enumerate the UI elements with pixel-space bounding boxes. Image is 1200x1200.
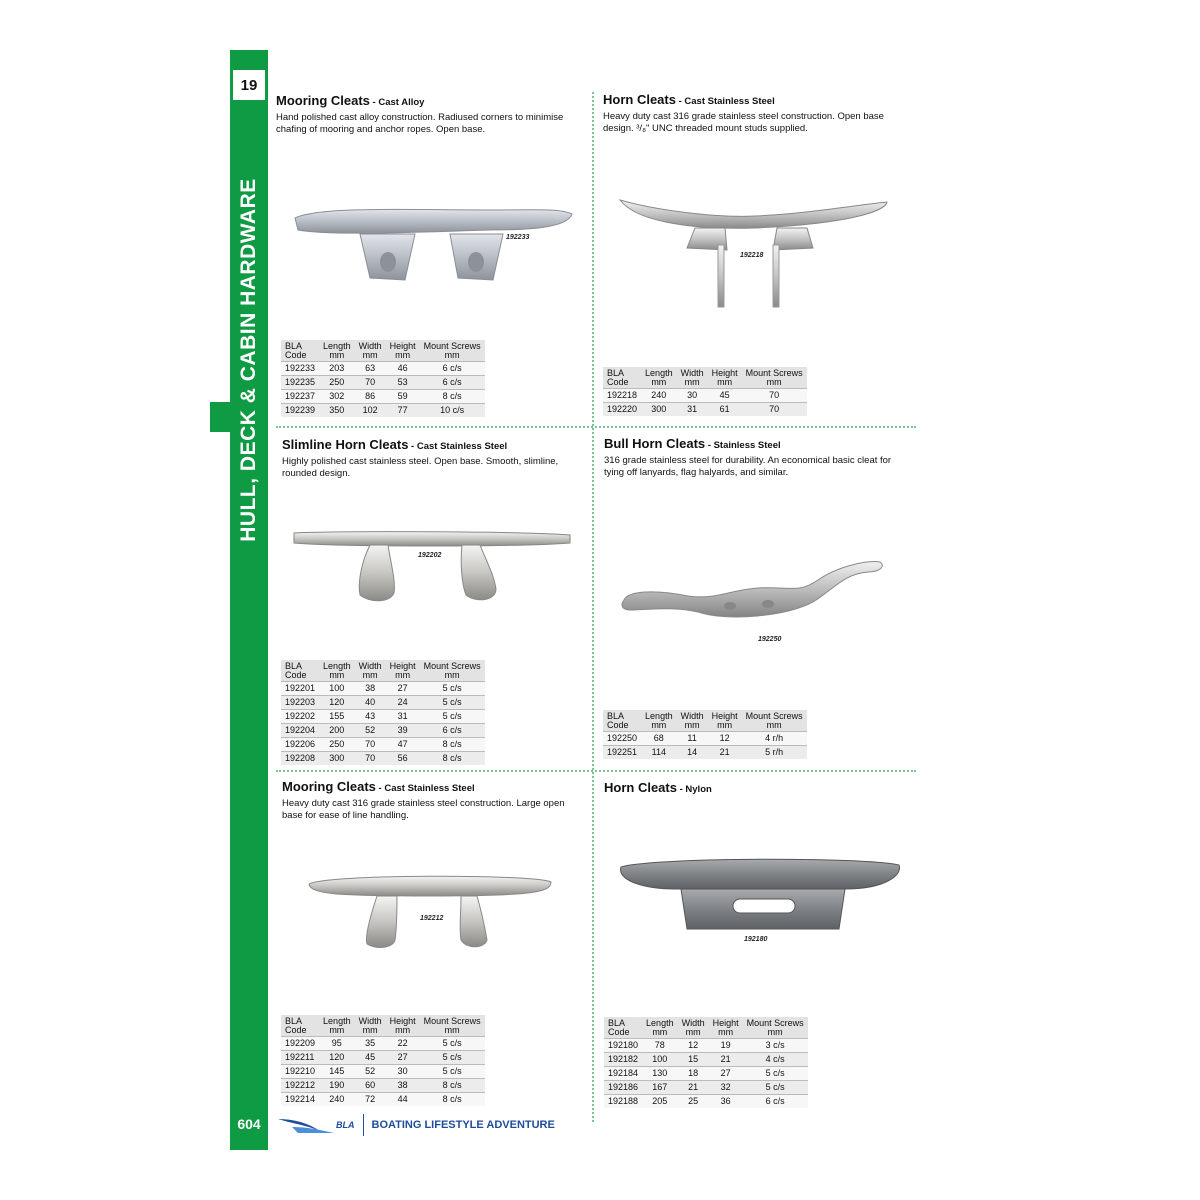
column-header-label: Mount Screws bbox=[423, 1016, 481, 1026]
product-code-cell: 192184 bbox=[604, 1067, 642, 1081]
sidebar-tab bbox=[210, 402, 234, 432]
column-header-unit: mm bbox=[718, 1027, 734, 1037]
product-code-cell: 192237 bbox=[281, 390, 319, 404]
column-header bbox=[709, 1017, 743, 1039]
column-header-label: BLA bbox=[607, 711, 625, 721]
spec-cell: 15 bbox=[678, 1053, 709, 1067]
spec-cell: 22 bbox=[386, 1037, 420, 1051]
spec-header-row bbox=[281, 660, 485, 682]
spec-cell: 300 bbox=[641, 403, 677, 417]
column-header bbox=[678, 1017, 709, 1039]
product-section-bull-horn-cleats bbox=[604, 436, 894, 479]
spec-cell: 120 bbox=[319, 696, 355, 710]
spec-cell: 38 bbox=[355, 682, 386, 696]
section-number-badge: 19 bbox=[233, 70, 265, 100]
column-header bbox=[355, 340, 386, 362]
spec-cell: 77 bbox=[386, 404, 420, 418]
footer-tagline: BOATING LIFESTYLE ADVENTURE bbox=[371, 1119, 555, 1131]
column-header-unit: mm bbox=[329, 670, 345, 680]
table-row bbox=[281, 738, 485, 752]
column-header bbox=[319, 340, 355, 362]
column-header bbox=[708, 367, 742, 389]
column-header bbox=[355, 660, 386, 682]
spec-cell: 3 c/s bbox=[743, 1039, 808, 1053]
cleat-image-alloy bbox=[290, 200, 580, 290]
spec-cell: 63 bbox=[355, 362, 386, 376]
column-header-unit: mm bbox=[684, 377, 700, 387]
table-row bbox=[603, 403, 807, 417]
spec-cell: 8 c/s bbox=[420, 1093, 485, 1107]
product-section-slimline-horn-cleats bbox=[282, 437, 572, 480]
product-code-cell: 192206 bbox=[281, 738, 319, 752]
product-code-cell: 192203 bbox=[281, 696, 319, 710]
column-header-unit: mm bbox=[651, 720, 667, 730]
spec-header-row bbox=[281, 1015, 485, 1037]
column-header bbox=[641, 367, 677, 389]
column-header-label: Height bbox=[389, 341, 416, 351]
product-section-horn-cleats-stainless bbox=[603, 92, 893, 135]
spec-cell: 250 bbox=[319, 376, 355, 390]
spec-cell: 5 c/s bbox=[743, 1067, 808, 1081]
spec-cell: 70 bbox=[742, 403, 807, 417]
product-title: Bull Horn Cleats - Stainless Steel bbox=[604, 436, 781, 451]
column-header-unit: Code bbox=[285, 1025, 307, 1035]
table-row bbox=[604, 1067, 808, 1081]
column-header bbox=[420, 660, 485, 682]
column-header-unit: mm bbox=[395, 1025, 411, 1035]
spec-cell: 35 bbox=[355, 1037, 386, 1051]
spec-table-header bbox=[604, 1017, 808, 1039]
category-title-text: HULL, DECK & CABIN HARDWARE bbox=[237, 178, 260, 542]
spec-cell: 8 c/s bbox=[420, 738, 485, 752]
spec-cell: 68 bbox=[641, 732, 677, 746]
column-header-label: Mount Screws bbox=[745, 711, 803, 721]
column-header bbox=[420, 1015, 485, 1037]
column-header-label: Height bbox=[711, 711, 738, 721]
spec-cell: 52 bbox=[355, 1065, 386, 1079]
product-code-cell: 192233 bbox=[281, 362, 319, 376]
cleat-image-slimline bbox=[290, 525, 575, 605]
spec-table bbox=[603, 367, 807, 416]
product-code-cell: 192212 bbox=[281, 1079, 319, 1093]
spec-cell: 27 bbox=[709, 1067, 743, 1081]
category-title bbox=[232, 150, 266, 570]
column-header-label: BLA bbox=[608, 1018, 626, 1028]
spec-cell: 120 bbox=[319, 1051, 355, 1065]
column-header bbox=[281, 1015, 319, 1037]
product-code-cell: 192180 bbox=[604, 1039, 642, 1053]
spec-cell: 11 bbox=[677, 732, 708, 746]
column-header-label: Height bbox=[389, 661, 416, 671]
spec-cell: 70 bbox=[355, 752, 386, 766]
product-code-cell: 192186 bbox=[604, 1081, 642, 1095]
table-row bbox=[281, 682, 485, 696]
cleat-image-mooring-stainless bbox=[305, 870, 555, 955]
spec-cell: 56 bbox=[386, 752, 420, 766]
column-header-label: BLA bbox=[607, 368, 625, 378]
spec-cell: 53 bbox=[386, 376, 420, 390]
spec-cell: 200 bbox=[319, 724, 355, 738]
spec-cell: 5 c/s bbox=[420, 696, 485, 710]
spec-cell: 250 bbox=[319, 738, 355, 752]
row-divider bbox=[276, 426, 916, 428]
product-code-cell: 192208 bbox=[281, 752, 319, 766]
product-section-horn-cleats-nylon bbox=[604, 780, 712, 795]
spec-cell: 31 bbox=[677, 403, 708, 417]
table-row bbox=[281, 1051, 485, 1065]
product-code-cell: 192211 bbox=[281, 1051, 319, 1065]
column-header-unit: Code bbox=[608, 1027, 630, 1037]
column-header-unit: mm bbox=[651, 377, 667, 387]
column-header bbox=[386, 340, 420, 362]
spec-cell: 350 bbox=[319, 404, 355, 418]
column-divider bbox=[592, 92, 594, 1122]
spec-cell: 14 bbox=[677, 746, 708, 760]
column-header bbox=[604, 1017, 642, 1039]
column-header bbox=[743, 1017, 808, 1039]
footer-divider bbox=[363, 1114, 364, 1136]
product-code-cell: 192210 bbox=[281, 1065, 319, 1079]
column-header-label: Width bbox=[358, 1016, 382, 1026]
spec-table bbox=[281, 660, 485, 765]
column-header-label: Mount Screws bbox=[746, 1018, 804, 1028]
table-row bbox=[281, 752, 485, 766]
spec-cell: 100 bbox=[642, 1053, 678, 1067]
spec-cell: 6 c/s bbox=[420, 724, 485, 738]
spec-table-header bbox=[603, 710, 807, 732]
column-header bbox=[677, 367, 708, 389]
spec-cell: 8 c/s bbox=[420, 752, 485, 766]
column-header-unit: mm bbox=[717, 377, 733, 387]
spec-cell: 25 bbox=[678, 1095, 709, 1109]
spec-cell: 240 bbox=[319, 1093, 355, 1107]
spec-table-header bbox=[281, 340, 485, 362]
spec-cell: 4 r/h bbox=[742, 732, 807, 746]
column-header bbox=[319, 660, 355, 682]
table-row bbox=[281, 376, 485, 390]
spec-cell: 8 c/s bbox=[420, 1079, 485, 1093]
column-header bbox=[603, 710, 641, 732]
spec-header-row bbox=[281, 340, 485, 362]
spec-cell: 6 c/s bbox=[420, 376, 485, 390]
spec-cell: 21 bbox=[678, 1081, 709, 1095]
column-header-unit: mm bbox=[684, 720, 700, 730]
spec-table bbox=[604, 1017, 808, 1108]
spec-cell: 30 bbox=[386, 1065, 420, 1079]
table-row bbox=[604, 1053, 808, 1067]
spec-cell: 31 bbox=[386, 710, 420, 724]
column-header-unit: mm bbox=[362, 670, 378, 680]
spec-cell: 18 bbox=[678, 1067, 709, 1081]
column-header bbox=[603, 367, 641, 389]
column-header-unit: mm bbox=[329, 350, 345, 360]
spec-cell: 5 c/s bbox=[420, 1051, 485, 1065]
table-row bbox=[281, 1037, 485, 1051]
column-header-label: Length bbox=[323, 1016, 351, 1026]
column-header bbox=[386, 1015, 420, 1037]
column-header-unit: mm bbox=[685, 1027, 701, 1037]
spec-cell: 21 bbox=[709, 1053, 743, 1067]
column-header-label: Height bbox=[712, 1018, 739, 1028]
column-header-unit: mm bbox=[362, 350, 378, 360]
column-header-unit: mm bbox=[362, 1025, 378, 1035]
column-header-unit: mm bbox=[766, 377, 782, 387]
spec-cell: 102 bbox=[355, 404, 386, 418]
column-header-label: Width bbox=[358, 341, 382, 351]
product-code-cell: 192188 bbox=[604, 1095, 642, 1109]
image-code-label: 192250 bbox=[758, 636, 782, 643]
spec-cell: 45 bbox=[355, 1051, 386, 1065]
column-header-label: Mount Screws bbox=[423, 661, 481, 671]
spec-cell: 205 bbox=[642, 1095, 678, 1109]
spec-table-body bbox=[603, 389, 807, 417]
page-number: 604 bbox=[237, 1116, 261, 1132]
product-title: Mooring Cleats - Cast Alloy bbox=[276, 93, 425, 108]
product-code-cell: 192182 bbox=[604, 1053, 642, 1067]
table-row bbox=[603, 732, 807, 746]
spec-cell: 47 bbox=[386, 738, 420, 752]
column-header-unit: mm bbox=[395, 670, 411, 680]
spec-cell: 5 c/s bbox=[420, 682, 485, 696]
spec-cell: 52 bbox=[355, 724, 386, 738]
spec-cell: 78 bbox=[642, 1039, 678, 1053]
column-header-unit: mm bbox=[767, 1027, 783, 1037]
product-code-cell: 192251 bbox=[603, 746, 641, 760]
spec-cell: 27 bbox=[386, 1051, 420, 1065]
spec-cell: 32 bbox=[709, 1081, 743, 1095]
spec-table-body bbox=[281, 362, 485, 418]
column-header bbox=[281, 660, 319, 682]
table-row bbox=[281, 362, 485, 376]
column-header-unit: Code bbox=[285, 350, 307, 360]
spec-cell: 39 bbox=[386, 724, 420, 738]
spec-cell: 21 bbox=[708, 746, 742, 760]
cleat-image-bull-horn bbox=[618, 550, 888, 630]
spec-table-header bbox=[603, 367, 807, 389]
column-header-label: BLA bbox=[285, 661, 303, 671]
spec-cell: 155 bbox=[319, 710, 355, 724]
product-code-cell: 192214 bbox=[281, 1093, 319, 1107]
column-header bbox=[355, 1015, 386, 1037]
column-header-label: Length bbox=[323, 661, 351, 671]
table-row bbox=[603, 746, 807, 760]
column-header-label: Length bbox=[645, 711, 673, 721]
column-header-unit: mm bbox=[329, 1025, 345, 1035]
spec-cell: 12 bbox=[708, 732, 742, 746]
table-row bbox=[603, 389, 807, 403]
spec-cell: 24 bbox=[386, 696, 420, 710]
column-header-label: BLA bbox=[285, 341, 303, 351]
spec-table bbox=[281, 340, 485, 417]
column-header-unit: mm bbox=[766, 720, 782, 730]
image-code-label: 192180 bbox=[744, 936, 768, 943]
table-row bbox=[281, 390, 485, 404]
table-row bbox=[604, 1039, 808, 1053]
table-row bbox=[281, 1079, 485, 1093]
spec-cell: 70 bbox=[742, 389, 807, 403]
spec-cell: 44 bbox=[386, 1093, 420, 1107]
column-header-label: Width bbox=[681, 1018, 705, 1028]
column-header-unit: Code bbox=[285, 670, 307, 680]
column-header-label: Mount Screws bbox=[423, 341, 481, 351]
spec-cell: 5 c/s bbox=[420, 1037, 485, 1051]
product-section-mooring-cleats-alloy bbox=[276, 93, 566, 136]
product-code-cell: 192204 bbox=[281, 724, 319, 738]
spec-cell: 4 c/s bbox=[743, 1053, 808, 1067]
product-description: Heavy duty cast 316 grade stainless steel construction. Large open base for ease of line handling. bbox=[282, 798, 565, 821]
spec-cell: 86 bbox=[355, 390, 386, 404]
product-title: Mooring Cleats - Cast Stainless Steel bbox=[282, 779, 475, 794]
table-row bbox=[281, 1093, 485, 1107]
product-code-cell: 192218 bbox=[603, 389, 641, 403]
product-description: 316 grade stainless steel for durability. An economical basic cleat for tying off lanyards, flag halyards, and similar. bbox=[604, 455, 892, 478]
column-header bbox=[742, 710, 807, 732]
product-code-cell: 192239 bbox=[281, 404, 319, 418]
table-row bbox=[281, 724, 485, 738]
product-title: Horn Cleats - Nylon bbox=[604, 780, 712, 795]
spec-cell: 190 bbox=[319, 1079, 355, 1093]
spec-cell: 145 bbox=[319, 1065, 355, 1079]
spec-table-header bbox=[281, 1015, 485, 1037]
spec-table-body bbox=[281, 1037, 485, 1107]
spec-cell: 59 bbox=[386, 390, 420, 404]
column-header-label: Mount Screws bbox=[745, 368, 803, 378]
product-code-cell: 192250 bbox=[603, 732, 641, 746]
spec-cell: 27 bbox=[386, 682, 420, 696]
image-code-label: 192202 bbox=[418, 552, 442, 559]
column-header bbox=[641, 710, 677, 732]
column-header-label: Width bbox=[358, 661, 382, 671]
spec-cell: 95 bbox=[319, 1037, 355, 1051]
column-header-unit: Code bbox=[607, 377, 629, 387]
spec-cell: 70 bbox=[355, 738, 386, 752]
spec-cell: 36 bbox=[709, 1095, 743, 1109]
spec-table bbox=[281, 1015, 485, 1106]
table-row bbox=[281, 696, 485, 710]
bla-logo-text: BLA bbox=[336, 1120, 355, 1130]
product-description: Highly polished cast stainless steel. Open base. Smooth, slimline, rounded design. bbox=[282, 456, 559, 479]
product-code-cell: 192235 bbox=[281, 376, 319, 390]
spec-cell: 8 c/s bbox=[420, 390, 485, 404]
spec-cell: 12 bbox=[678, 1039, 709, 1053]
column-header-label: Height bbox=[711, 368, 738, 378]
spec-cell: 19 bbox=[709, 1039, 743, 1053]
column-header-label: Length bbox=[645, 368, 673, 378]
column-header bbox=[708, 710, 742, 732]
table-row bbox=[281, 1065, 485, 1079]
footer-brand bbox=[276, 1114, 555, 1136]
column-header-unit: Code bbox=[607, 720, 629, 730]
image-code-label: 192233 bbox=[506, 234, 530, 241]
spec-cell: 300 bbox=[319, 752, 355, 766]
spec-cell: 61 bbox=[708, 403, 742, 417]
spec-cell: 130 bbox=[642, 1067, 678, 1081]
product-description: Heavy duty cast 316 grade stainless steel construction. Open base design. ³/₈" UNC threaded mount studs supplied. bbox=[603, 111, 884, 134]
spec-table-body bbox=[603, 732, 807, 760]
product-title: Horn Cleats - Cast Stainless Steel bbox=[603, 92, 775, 107]
image-code-label: 192212 bbox=[420, 915, 444, 922]
bla-logo-icon bbox=[276, 1115, 336, 1135]
product-title: Slimline Horn Cleats - Cast Stainless Steel bbox=[282, 437, 508, 452]
spec-cell: 203 bbox=[319, 362, 355, 376]
spec-cell: 72 bbox=[355, 1093, 386, 1107]
column-header-label: Length bbox=[323, 341, 351, 351]
table-row bbox=[281, 710, 485, 724]
spec-table-body bbox=[604, 1039, 808, 1109]
column-header-unit: mm bbox=[717, 720, 733, 730]
spec-cell: 302 bbox=[319, 390, 355, 404]
product-section-mooring-cleats-stainless bbox=[282, 779, 572, 822]
column-header bbox=[642, 1017, 678, 1039]
cleat-image-horn-nylon bbox=[615, 855, 905, 935]
spec-cell: 40 bbox=[355, 696, 386, 710]
spec-cell: 6 c/s bbox=[420, 362, 485, 376]
column-header bbox=[742, 367, 807, 389]
column-header-unit: mm bbox=[444, 670, 460, 680]
spec-cell: 167 bbox=[642, 1081, 678, 1095]
spec-header-row bbox=[603, 710, 807, 732]
spec-cell: 100 bbox=[319, 682, 355, 696]
spec-cell: 6 c/s bbox=[743, 1095, 808, 1109]
column-header-unit: mm bbox=[444, 1025, 460, 1035]
table-row bbox=[281, 404, 485, 418]
spec-cell: 43 bbox=[355, 710, 386, 724]
column-header-label: Height bbox=[389, 1016, 416, 1026]
spec-cell: 10 c/s bbox=[420, 404, 485, 418]
product-code-cell: 192202 bbox=[281, 710, 319, 724]
column-header-unit: mm bbox=[652, 1027, 668, 1037]
table-row bbox=[604, 1081, 808, 1095]
spec-table-body bbox=[281, 682, 485, 766]
product-code-cell: 192209 bbox=[281, 1037, 319, 1051]
column-header-label: BLA bbox=[285, 1016, 303, 1026]
spec-table bbox=[603, 710, 807, 759]
column-header-unit: mm bbox=[444, 350, 460, 360]
product-code-cell: 192220 bbox=[603, 403, 641, 417]
spec-cell: 5 c/s bbox=[743, 1081, 808, 1095]
spec-cell: 5 c/s bbox=[420, 1065, 485, 1079]
spec-cell: 30 bbox=[677, 389, 708, 403]
spec-cell: 70 bbox=[355, 376, 386, 390]
spec-cell: 240 bbox=[641, 389, 677, 403]
spec-cell: 38 bbox=[386, 1079, 420, 1093]
product-description: Hand polished cast alloy construction. Radiused corners to minimise chafing of mooring and anchor ropes. Open base. bbox=[276, 112, 564, 135]
column-header-unit: mm bbox=[395, 350, 411, 360]
product-code-cell: 192201 bbox=[281, 682, 319, 696]
row-divider bbox=[276, 770, 916, 772]
spec-header-row bbox=[603, 367, 807, 389]
spec-cell: 5 r/h bbox=[742, 746, 807, 760]
column-header-label: Width bbox=[680, 711, 704, 721]
column-header bbox=[386, 660, 420, 682]
column-header bbox=[420, 340, 485, 362]
spec-header-row bbox=[604, 1017, 808, 1039]
table-row bbox=[604, 1095, 808, 1109]
column-header bbox=[677, 710, 708, 732]
spec-cell: 60 bbox=[355, 1079, 386, 1093]
spec-cell: 45 bbox=[708, 389, 742, 403]
image-code-label: 192218 bbox=[740, 252, 764, 259]
spec-cell: 46 bbox=[386, 362, 420, 376]
column-header bbox=[281, 340, 319, 362]
column-header-label: Length bbox=[646, 1018, 674, 1028]
spec-cell: 114 bbox=[641, 746, 677, 760]
spec-cell: 5 c/s bbox=[420, 710, 485, 724]
column-header-label: Width bbox=[680, 368, 704, 378]
spec-table-header bbox=[281, 660, 485, 682]
column-header bbox=[319, 1015, 355, 1037]
